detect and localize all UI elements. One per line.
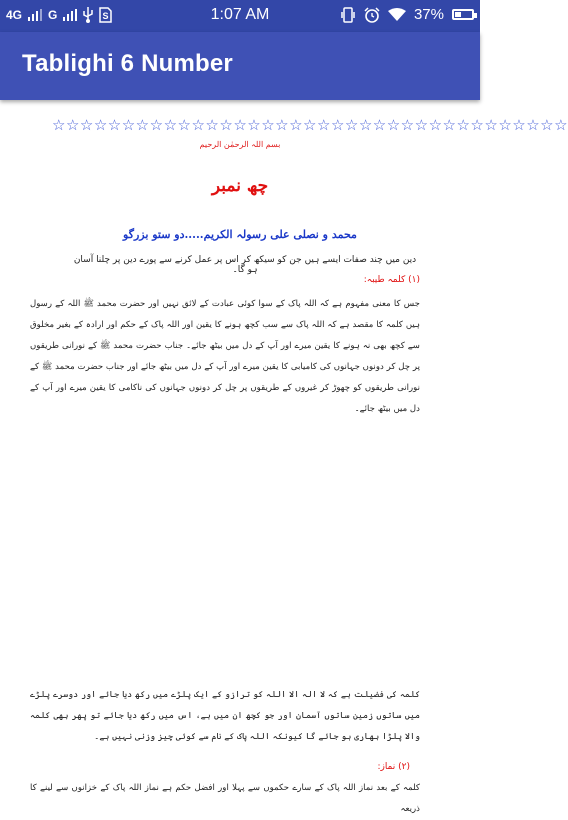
section-heading-kalima: (۱) کلمہ طیبہ:	[363, 275, 420, 285]
battery-percent: 37%	[413, 6, 444, 23]
app-title: Tablighi 6 Number	[22, 50, 233, 77]
app-toolbar	[0, 32, 480, 100]
network-type-label: 4G	[6, 8, 23, 22]
star-border-decoration: ☆☆☆☆☆☆☆☆☆☆☆☆☆☆☆☆☆☆☆☆☆☆☆☆☆☆☆☆☆☆☆☆☆☆☆☆☆	[52, 116, 568, 134]
section-heading-namaz: (۲) نماز:	[377, 762, 410, 772]
alarm-clock-icon	[364, 7, 380, 23]
paragraph-namaz: کلمہ کے بعد نماز اللہ پاک کے سارے حکموں سے پہلا اور افضل حکم ہے نماز اللہ پاک کے خزانوں سے لینے کا ذریعہ	[30, 783, 420, 814]
paragraph-kalima: جس کا معنی مفہوم ہے کہ اللہ پاک کے سوا کوئی عبادت کے لائق نہیں اور حضرت محمد ﷺ اللہ کے رسول ہیں کلمہ کا مقصد ہے کہ اللہ پاک سے سب کچھ ہونے کا یقین اور اللہ پاک کے حکم اور ارادہ کے بغیر مخلوق سے کچھ بھی نہ ہونے کا یقین میرے اور آپ کے دل میں بیٹھ جائے۔ جناب حضرت محمد ﷺ کے نورانی طریقوں پر چل کر دونوں جہانوں کی کامیابی کا یقین میرے اور آپ کے دل میں بیٹھ جائے اور جناب حضرت محمد ﷺ کے نورانی طریقوں کو چھوڑ کر غیروں کے طریقوں پر چل کر دونوں جہانوں کی ناکامی کا یقین میرے اور آپ کے دل میں بیٹھ جائے۔	[30, 299, 420, 414]
status-bar	[0, 0, 480, 32]
vibrate-icon	[340, 7, 356, 23]
status-time: 1:07 AM	[210, 6, 270, 23]
wifi-icon	[388, 8, 406, 22]
battery-icon	[452, 9, 474, 20]
paragraph-kalima-virtue: کلمہ کی فضیلت ہے کہ لا الہ الا اللہ کو ترازو کے ایک پلڑے میں رکھ دیا جائے اور دوسرے پلڑے میں ساتوں زمین ساتوں آسمان اور جو کچھ ان میں ہے، اس میں رکھ دیا جائے تو پھر بھی کلمہ والا پلڑا بھاری ہو جائے گا کیونکہ اللہ پاک کے نام سے کوئی چیز وزنی نہیں ہے۔	[30, 690, 420, 742]
svg-text:S: S	[102, 11, 109, 21]
article-content[interactable]	[0, 100, 568, 814]
basmala-text: بسم اللہ الرحمٰن الرحیم	[199, 140, 281, 149]
status-right-group	[340, 6, 474, 23]
article-intro: دین میں چند صفات ایسے ہیں جن کو سیکھ کر اس پر عمل کرنے سے پورے دین پر چلنا آسان ہو گا۔	[73, 255, 417, 275]
article-subtitle: محمد و نصلی علی رسولہ الکریم.....دو ستو بزرگو	[123, 228, 357, 241]
article-title: چھ نمبر	[211, 176, 269, 196]
network-type-label-2: G	[48, 8, 58, 22]
